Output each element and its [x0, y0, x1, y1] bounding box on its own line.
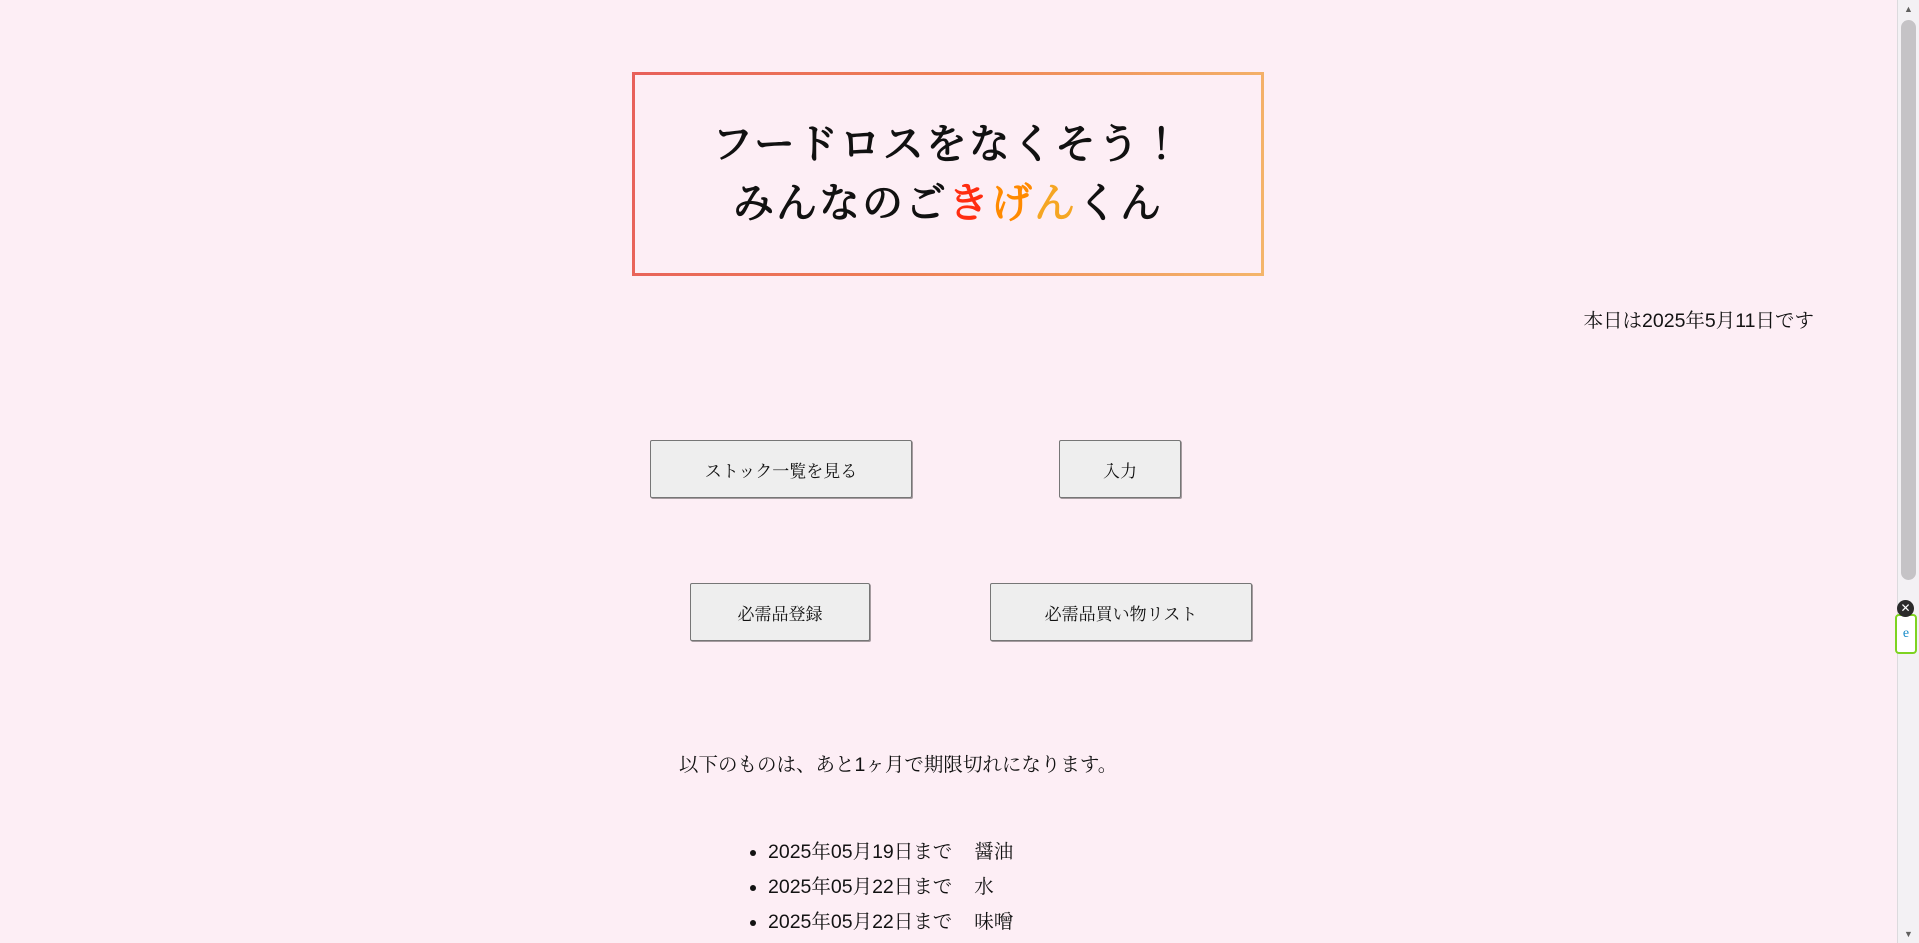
- site-title-part-3: げ: [991, 180, 1034, 226]
- expiry-notice-text: 以下のものは、あと1ヶ月で期限切れになります。: [679, 754, 1118, 776]
- expiry-item-list: [740, 835, 1013, 940]
- site-title-part-1: みんなのご: [733, 180, 948, 226]
- view-stock-list-button[interactable]: ストック一覧を見る: [650, 440, 912, 498]
- expiry-item-name: 水: [974, 876, 994, 898]
- expiry-date: 2025年05月19日まで: [768, 841, 953, 863]
- expiry-item-name: 醤油: [974, 841, 1014, 863]
- list-item: [768, 905, 1013, 940]
- today-date-label: 本日は2025年5月11日です: [1583, 310, 1814, 332]
- expiry-date: 2025年05月22日まで: [768, 911, 953, 933]
- site-title-line-1: フードロスをなくそう！: [712, 120, 1184, 167]
- input-button[interactable]: 入力: [1059, 440, 1181, 498]
- site-title-part-5: くん: [1077, 180, 1163, 226]
- floating-extension-widget[interactable]: [1895, 600, 1917, 654]
- list-item: [768, 835, 1013, 870]
- extension-badge[interactable]: [1895, 614, 1917, 654]
- expiry-item-name: 味噌: [974, 911, 1014, 933]
- register-essentials-button[interactable]: 必需品登録: [690, 583, 870, 641]
- expiry-date: 2025年05月22日まで: [768, 876, 953, 898]
- essentials-shopping-list-button[interactable]: 必需品買い物リスト: [990, 583, 1252, 641]
- vertical-scrollbar[interactable]: [1897, 0, 1919, 943]
- site-title-part-4: ん: [1034, 180, 1077, 226]
- extension-icon: e: [1902, 626, 1910, 641]
- scroll-up-arrow-icon[interactable]: ▲: [1898, 0, 1919, 18]
- scroll-down-arrow-icon[interactable]: ▼: [1898, 925, 1919, 943]
- site-title-part-2: き: [948, 180, 991, 226]
- close-icon[interactable]: ✕: [1897, 600, 1914, 617]
- list-item: [768, 870, 1013, 905]
- site-title-banner: [632, 72, 1264, 276]
- site-title-line-2: [733, 174, 1163, 233]
- scrollbar-thumb[interactable]: [1901, 20, 1916, 580]
